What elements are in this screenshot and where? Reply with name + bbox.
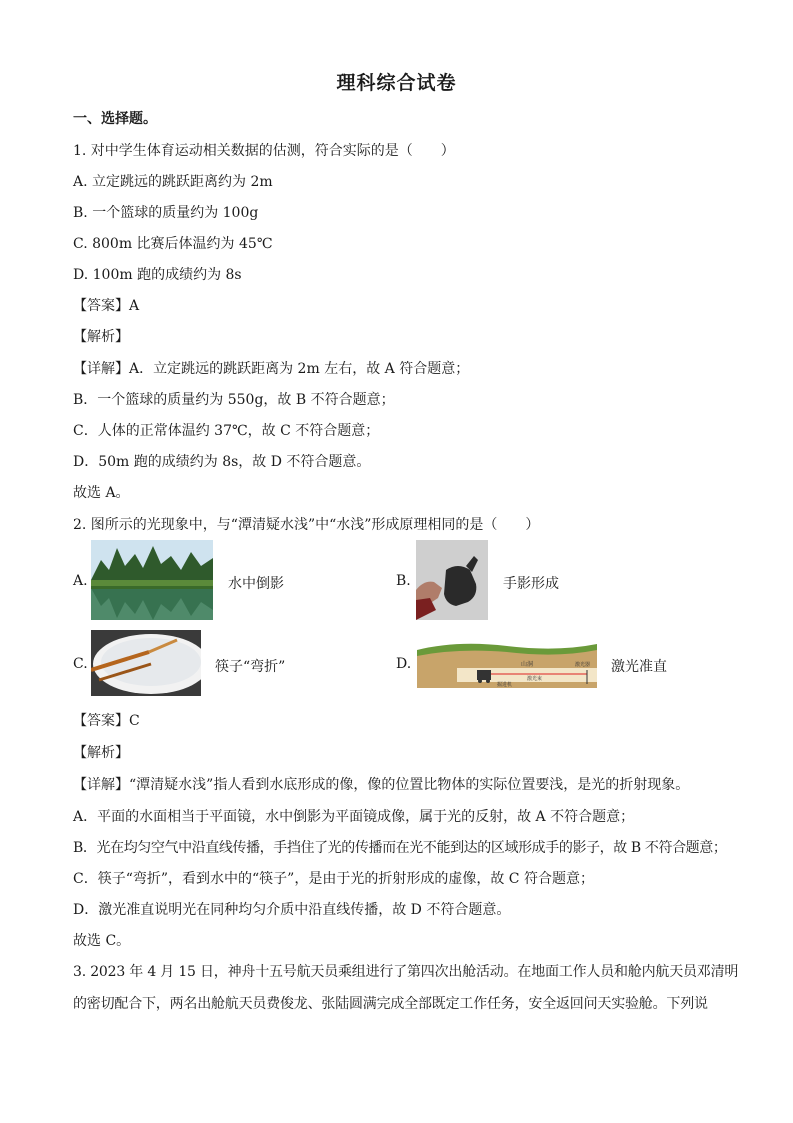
q2-detail-3: B．光在均匀空气中沿直线传播，手挡住了光的传播而在光不能到达的区域形成手的影子，故 B 不符合题意；: [73, 840, 727, 856]
q1-detail-3: C．人体的正常体温约 37℃，故 C 不符合题意；: [73, 423, 380, 439]
q2-option-a-label: A.: [73, 573, 88, 589]
tunnel-label-mountain: 山洞: [521, 661, 534, 668]
q2-option-c-label: C.: [73, 656, 88, 672]
q1-option-c: C. 800m 比赛后体温约为 45℃: [73, 236, 273, 252]
q1-detail-4: D．50m 跑的成绩约为 8s，故 D 不符合题意。: [73, 454, 371, 470]
reflection-landscape-image: [91, 540, 213, 620]
chopsticks-bowl-image: [91, 630, 201, 696]
q1-detail-2: B．一个篮球的质量约为 550g，故 B 不符合题意；: [73, 392, 395, 408]
q2-analysis: 【解析】: [73, 745, 129, 761]
q1-answer: 【答案】A: [73, 298, 140, 314]
tunnel-label-machine: 掘进机: [497, 682, 513, 688]
q2-detail-1: 【详解】“潭清疑水浅”指人看到水底形成的像，像的位置比物体的实际位置要浅，是光的折射现象。: [73, 777, 690, 793]
q2-detail-5: D．激光准直说明光在同种均匀介质中沿直线传播，故 D 不符合题意。: [73, 902, 511, 918]
q2-detail-4: C．筷子“弯折”，看到水中的“筷子”，是由于光的折射形成的虚像，故 C 符合题意；: [73, 871, 594, 887]
tunnel-label-emitter: 激光器: [575, 662, 591, 668]
q1-option-a: A. 立定跳远的跳跃距离约为 2m: [73, 174, 273, 190]
q2-option-d-label: D.: [396, 656, 412, 672]
q1-stem: 1. 对中学生体育运动相关数据的估测，符合实际的是（ ）: [73, 143, 455, 159]
q2-conclusion: 故选 C。: [73, 933, 131, 949]
q2-option-b-caption: 手影形成: [503, 576, 559, 592]
q2-option-c-caption: 筷子“弯折”: [215, 659, 286, 675]
tunnel-label-laser: 激光束: [527, 676, 543, 682]
page-title: 理科综合试卷: [336, 72, 457, 94]
q2-stem: 2. 图所示的光现象中，与“潭清疑水浅”中“水浅”形成原理相同的是（ ）: [73, 517, 540, 533]
section-heading: 一、选择题。: [73, 111, 157, 127]
hand-shadow-image: [416, 540, 488, 620]
laser-tunnel-diagram: [417, 640, 597, 688]
q1-option-b: B. 一个篮球的质量约为 100g: [73, 205, 259, 221]
q2-detail-2: A．平面的水面相当于平面镜，水中倒影为平面镜成像，属于光的反射，故 A 不符合题意；: [73, 809, 635, 825]
q2-option-b-label: B.: [396, 573, 411, 589]
q1-detail-1: 【详解】A．立定跳远的跳跃距离为 2m 左右，故 A 符合题意；: [73, 361, 470, 377]
q2-answer: 【答案】C: [73, 713, 140, 729]
q2-option-d-caption: 激光准直: [611, 659, 667, 675]
q3-line-1: 3. 2023 年 4 月 15 日，神舟十五号航天员乘组进行了第四次出舱活动。在地面工作人员和舱内航天员邓清明: [73, 964, 739, 980]
q1-conclusion: 故选 A。: [73, 485, 130, 501]
q3-line-2: 的密切配合下，两名出舱航天员费俊龙、张陆圆满完成全部既定工作任务，安全返回问天实验舱。下列说: [73, 996, 708, 1012]
q2-option-a-caption: 水中倒影: [228, 576, 284, 592]
q1-option-d: D. 100m 跑的成绩约为 8s: [73, 267, 242, 283]
q1-analysis: 【解析】: [73, 329, 129, 345]
